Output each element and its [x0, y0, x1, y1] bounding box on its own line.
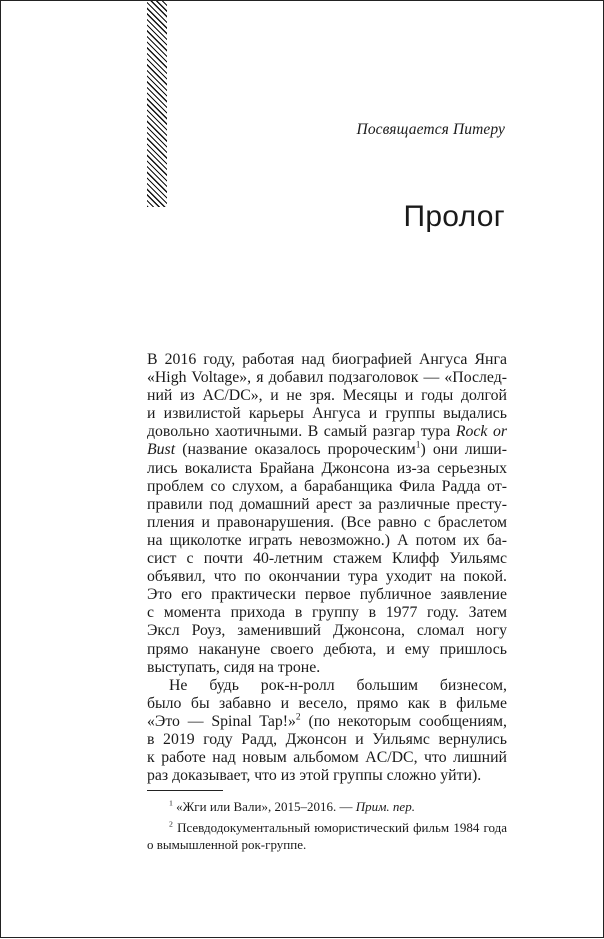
- decorative-hatch-bar: [147, 1, 167, 207]
- tour-name-cont: Bust: [147, 441, 176, 459]
- text-line: Bust (название оказалось пророческим$^1$) они лиши-: [147, 441, 508, 459]
- text-line: было бы забавно и весело, прямо как в фильме: [147, 694, 507, 712]
- text-line: Это его практически первое публичное заявление: [147, 586, 507, 604]
- footnote-1: $^1$ «Жги или Вали», 2015–2016. — Прим. пер.: [169, 798, 415, 814]
- text-line: на щиколотке играть невозможно.) А потом их ба-: [147, 531, 507, 549]
- text-line: Не будь рок-н-ролл большим бизнесом,: [169, 676, 507, 694]
- text-line: довольно хаотичными. В самый разгар тура Rock or: [147, 423, 507, 441]
- text-line: с момента прихода в группу в 1977 году. Затем: [147, 604, 507, 622]
- body-text: [147, 351, 507, 785]
- footnote-divider: [147, 790, 223, 791]
- text-line: «Это — Spinal Tap!»$^2$ (по некоторым сообщениям,: [147, 712, 507, 730]
- text-line: выступать, сидя на троне.: [147, 658, 321, 676]
- paragraph-2: [147, 677, 507, 786]
- text-line: прямо накануне своего дебюта, и ему пришлось: [147, 640, 507, 658]
- translator-note: Прим. пер.: [355, 799, 415, 814]
- footnote-ref-2[interactable]: 2: [295, 712, 301, 723]
- text-line: в 2019 году Радд, Джонсон и Уильямс вернулись: [147, 730, 507, 748]
- paragraph-1: [147, 351, 507, 677]
- dedication: Посвящается Питеру: [356, 121, 505, 138]
- text-line: к работе над новым альбомом AC/DC, что лишний: [147, 749, 507, 767]
- footnotes: [147, 798, 507, 857]
- text-line: «High Voltage», я добавил подзаголовок — «Послед-: [147, 369, 507, 387]
- text-line: ний из AC/DC», и не зря. Месяцы и годы долгой: [147, 387, 507, 405]
- footnote-mark: 1: [169, 798, 173, 808]
- text-line: правили под домашний арест за различные престу-: [147, 495, 507, 513]
- text-line: лись вокалиста Брайана Джонсона из-за серьезных: [147, 459, 507, 477]
- chapter-title: Пролог: [403, 200, 505, 233]
- film-title: «Это — Spinal Tap!»: [147, 712, 296, 730]
- footnote-mark: 2: [169, 819, 173, 829]
- text-line: объявил, что по окончании тура уходит на покой.: [147, 568, 507, 586]
- tour-name: Rock or: [455, 423, 507, 441]
- text-line: сист с почти 40-летним стажем Клифф Уильямс: [147, 550, 507, 568]
- footnote-2: $^2$ Псевдодокументальный юмористический фильм 1984 года о вымышленной рок-группе.: [147, 819, 507, 852]
- text-line: Эксл Роуз, заменивший Джонсона, сломал ногу: [147, 622, 507, 640]
- text-line: пления и правонарушения. (Все равно с браслетом: [147, 513, 507, 531]
- footnote-ref-1[interactable]: 1: [415, 441, 421, 452]
- text-line: раз доказывает, что из этой группы сложно уйти).: [147, 767, 482, 785]
- text-line: В 2016 году, работая над биографией Ангуса Янга: [147, 351, 507, 368]
- text-line: и извилистой карьеры Ангуса и группы выдались: [147, 405, 507, 423]
- text-line: проблем со слухом, а барабанщика Фила Радда от-: [147, 477, 507, 495]
